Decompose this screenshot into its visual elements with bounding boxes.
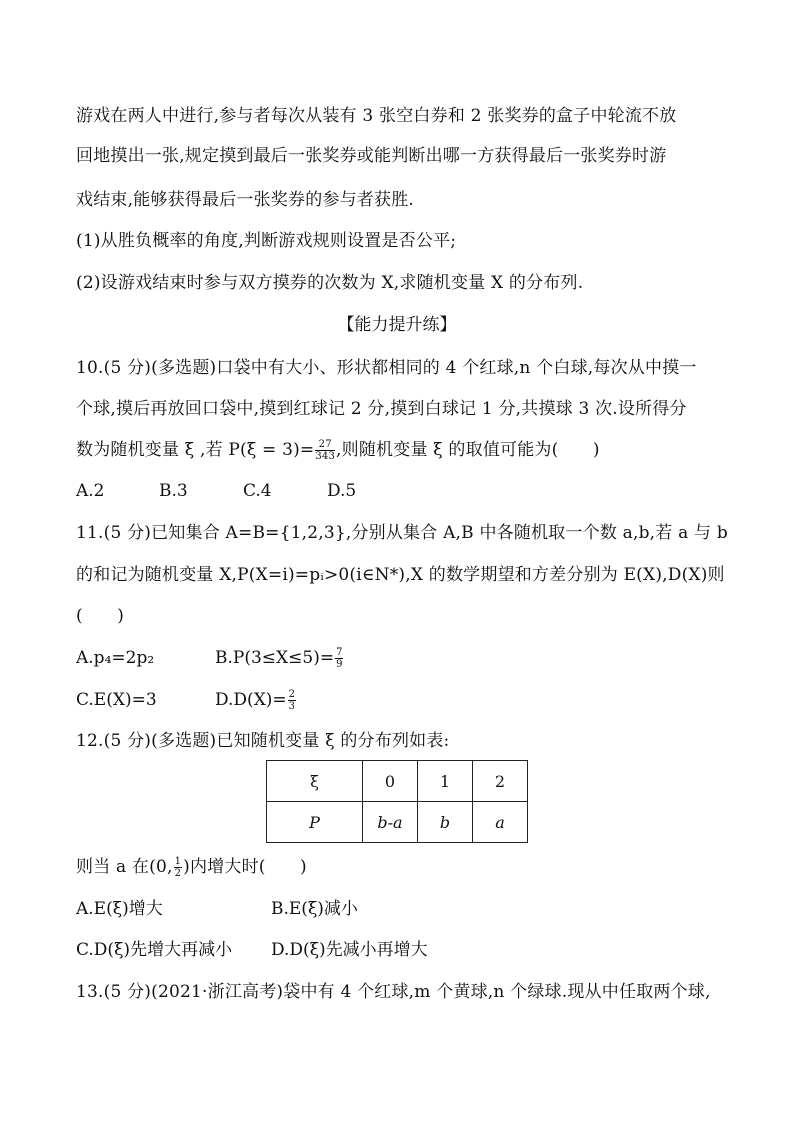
intro-line-2: 回地摸出一张,规定摸到最后一张奖券或能判断出哪一方获得最后一张奖券时游 [76,146,667,166]
q10-option-a: A.2 [76,481,105,501]
q11-line-3: ( ) [76,606,125,626]
q13-line-1: 13.(5 分)(2021·浙江高考)袋中有 4 个红球,m 个黄球,n 个绿球.现从中任取两个球, [76,982,711,1002]
q10-frac-den: 343 [315,451,336,462]
q11-option-d [215,688,297,712]
table-header-cell: 2 [473,761,528,802]
distribution-table [266,760,528,843]
q10-line-3-text-b: ,则随机变量 ξ 的取值可能为( ) [336,440,600,460]
intro-line-1: 游戏在两人中进行,参与者每次从装有 3 张空白券和 2 张奖券的盒子中轮流不放 [76,106,677,126]
q12-option-a: A.E(ξ)增大 [76,899,163,919]
q12-line-2-text-a: 则当 a 在(0, [76,857,173,877]
q11-line-2: 的和记为随机变量 X,P(X=i)=pᵢ>0(i∈N*),X 的数学期望和方差分别为 E(X),D(X)则 [76,565,725,585]
q10-line-3-text-a: 数为随机变量 ξ ,若 P(ξ = 3)= [76,440,315,460]
table-cell: P [267,802,363,843]
q12-line-2-text-b: )内增大时( ) [183,857,307,877]
q10-frac-num: 27 [315,439,335,451]
table-header-cell: 1 [418,761,473,802]
q10-fraction [315,439,335,462]
table-header-cell: ξ [267,761,363,802]
q10-line-1: 10.(5 分)(多选题)口袋中有大小、形状都相同的 4 个红球,n 个白球,每次从中摸一 [76,358,697,378]
table-row [267,802,528,843]
q11-option-b-num: 7 [336,647,343,658]
q11-option-d-text: D.D(X)= [215,690,287,710]
q10-option-c: C.4 [243,481,272,501]
q12-frac-num: 1 [174,856,182,867]
table-row [267,761,528,802]
intro-part-1: (1)从胜负概率的角度,判断游戏规则设置是否公平; [76,231,457,251]
q12-line-1: 12.(5 分)(多选题)已知随机变量 ξ 的分布列如表: [76,731,450,751]
q11-option-d-den: 3 [288,701,296,712]
q12-option-b: B.E(ξ)减小 [271,899,358,919]
q11-option-c: C.E(X)=3 [76,690,157,710]
q11-option-b-text: B.P(3≤X≤5)= [215,648,335,668]
q11-line-1: 11.(5 分)已知集合 A=B={1,2,3},分别从集合 A,B 中各随机取一个数 a,b,若 a 与 b [76,523,728,543]
q12-line-2 [76,855,307,879]
q12-frac-den: 2 [174,868,182,879]
q10-option-b: B.3 [159,481,188,501]
q11-option-a: A.p₄=2p₂ [76,648,155,668]
q12-fraction [174,856,183,879]
q12-option-c: C.D(ξ)先增大再减小 [76,940,233,960]
q11-option-b-den: 9 [336,659,343,670]
q11-option-d-fraction [288,689,296,712]
q10-line-2: 个球,摸后再放回口袋中,摸到红球记 2 分,摸到白球记 1 分,共摸球 3 次.设所得分 [76,399,687,419]
q10-option-d: D.5 [327,481,357,501]
table-header-cell: 0 [363,761,418,802]
q12-option-d: D.D(ξ)先减小再增大 [271,940,428,960]
intro-line-3: 戏结束,能够获得最后一张奖券的参与者获胜. [76,190,415,210]
table-cell: b-a [363,802,418,843]
q11-option-b-fraction [335,647,343,670]
q11-option-d-num: 2 [288,689,296,700]
intro-part-2: (2)设游戏结束时参与双方摸券的次数为 X,求随机变量 X 的分布列. [76,273,584,293]
table-cell: a [473,802,528,843]
section-title: 【能力提升练】 [337,315,457,335]
q11-option-b [215,646,344,670]
q10-line-3 [76,438,600,462]
table-cell: b [418,802,473,843]
